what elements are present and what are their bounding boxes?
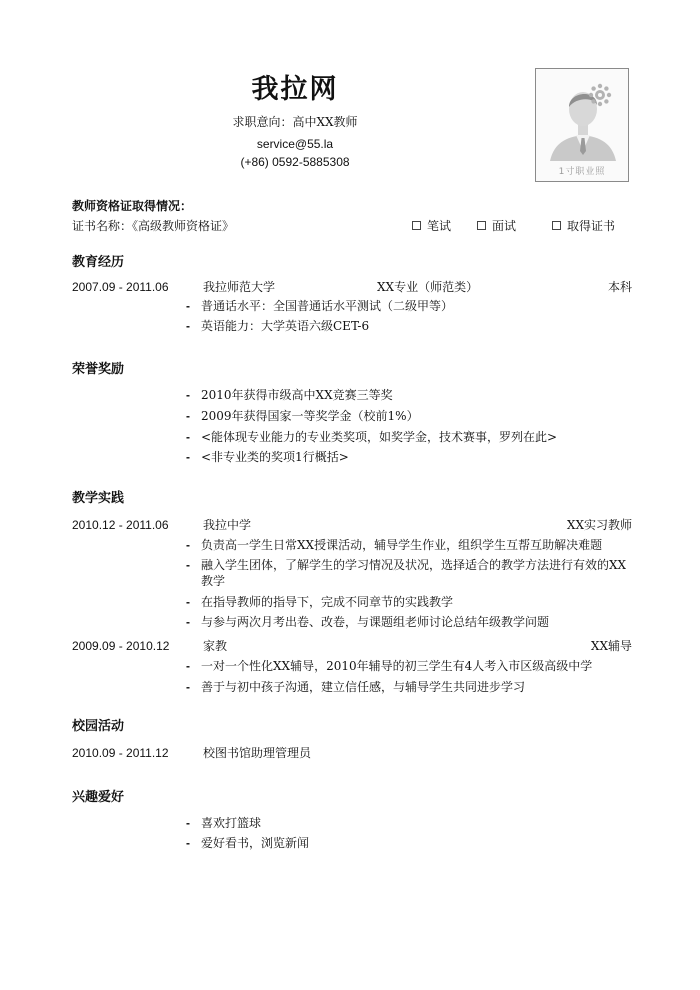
job-objective: 求职意向：高中XX教师: [232, 115, 358, 129]
dash-icon: -: [186, 680, 190, 694]
dash-icon: -: [186, 409, 190, 423]
entry-date: 2009.09 - 2010.12: [72, 639, 170, 653]
dash-icon: -: [186, 299, 190, 313]
certificate-title: 教师资格证取得情况：: [72, 199, 193, 213]
dash-icon: -: [186, 615, 190, 629]
dash-icon: -: [186, 538, 190, 552]
certificate-row: [72, 218, 624, 234]
hobbies-heading: 兴趣爱好: [72, 790, 125, 805]
entry-date: 2010.12 - 2011.06: [72, 518, 169, 532]
dash-icon: -: [186, 430, 190, 444]
school-name: 我拉师范大学: [203, 280, 276, 294]
photo-caption: 1寸职业照: [558, 167, 606, 177]
degree-name: 本科: [607, 280, 632, 294]
dash-icon: -: [186, 450, 190, 464]
education-heading: 教育经历: [72, 255, 125, 270]
dash-icon: -: [186, 836, 190, 850]
major-name: XX专业（师范类）: [377, 280, 479, 294]
honors-heading: 荣誉奖励: [72, 362, 125, 377]
entry-date: 2007.09 - 2011.06: [72, 280, 169, 294]
campus-heading: 校园活动: [72, 719, 125, 734]
checkbox-certificate-obtained[interactable]: 取得证书: [552, 218, 615, 234]
campus-entry: [72, 745, 632, 761]
checkbox-icon: [412, 221, 421, 230]
organization-name: 家教: [203, 639, 228, 653]
email-address: service@55.la: [256, 137, 334, 151]
teaching-entry: [72, 517, 632, 533]
dash-icon: -: [186, 558, 190, 572]
organization-name: 我拉中学: [203, 518, 252, 532]
checkbox-icon: [552, 221, 561, 230]
checkbox-icon: [477, 221, 486, 230]
checkbox-interview[interactable]: 面试: [477, 218, 516, 234]
list-item: - 融入学生团体，了解学生的学习情况及状况，选择适合的教学方法进行有效的XX教学: [186, 558, 627, 588]
dash-icon: -: [186, 595, 190, 609]
checkbox-written-exam[interactable]: 笔试: [412, 218, 451, 234]
dash-icon: -: [186, 319, 190, 333]
phone-number: (+86) 0592-5885308: [240, 155, 350, 169]
teaching-entry: [72, 638, 632, 654]
role-name: XX辅导: [590, 639, 632, 653]
candidate-name: 我拉网: [251, 74, 339, 105]
resume-page: 我拉网 求职意向：高中XX教师 service@55.la (+86) 0592-5885308 1寸职业照 教师资格证取得情况： 证书名称：《高级教师资格证》 笔试 面试 取得证书 教育经历 2007.09 - 2011.06 我拉师范大学 XX专业（师范类） 本科 - 普通话水平：全国普通话水平测试（二级甲等） - 英语能力：大学英语六级CET-6 荣誉奖励 - 2010年获得市级高中XX竞赛三等奖 - 2009年获得国家一等奖学金（校前1%） - <能体现专业能力的专业类奖项，如奖学金，技术赛事，罗列在此> - <非专业类的奖项1行概括> 教学实践 2010.12 - 2011.06 我拉中学 XX实习教师 - 负责高一学生日常XX授课活动，辅导学生作业，组织学生互帮互助解决难题 - 融入学生团体，了解学生的学习情况及状况，选择适合的教学方法进行有效的XX教学 - 在指导教师的指导下，完成不同章节的实践教学 - 与参与两次月考出卷、改卷，与课题组老师讨论总结年级教学问题 2009.09 - 2010.12 家教 XX辅导 - 一对一个性化XX辅导，2010年辅导的初三学生有4人考入市区级高级中学 - 善于与初中孩子沟通，建立信任感，与辅导学生共同进步学习 校园活动 2010.09 - 2011.12 校图书馆助理管理员 兴趣爱好 - 喜欢打篮球 - 爱好看书，浏览新闻: [0, 0, 700, 990]
certificate-name: 证书名称：《高级教师资格证》: [72, 219, 235, 233]
role-name: 校图书馆助理管理员: [203, 746, 312, 760]
entry-date: 2010.09 - 2011.12: [72, 746, 169, 760]
role-name: XX实习教师: [566, 518, 632, 532]
photo-placeholder: [535, 68, 629, 182]
dash-icon: -: [186, 659, 190, 673]
dash-icon: -: [186, 388, 190, 402]
dash-icon: -: [186, 816, 190, 830]
education-entry: [72, 279, 632, 295]
teaching-heading: 教学实践: [72, 491, 125, 506]
